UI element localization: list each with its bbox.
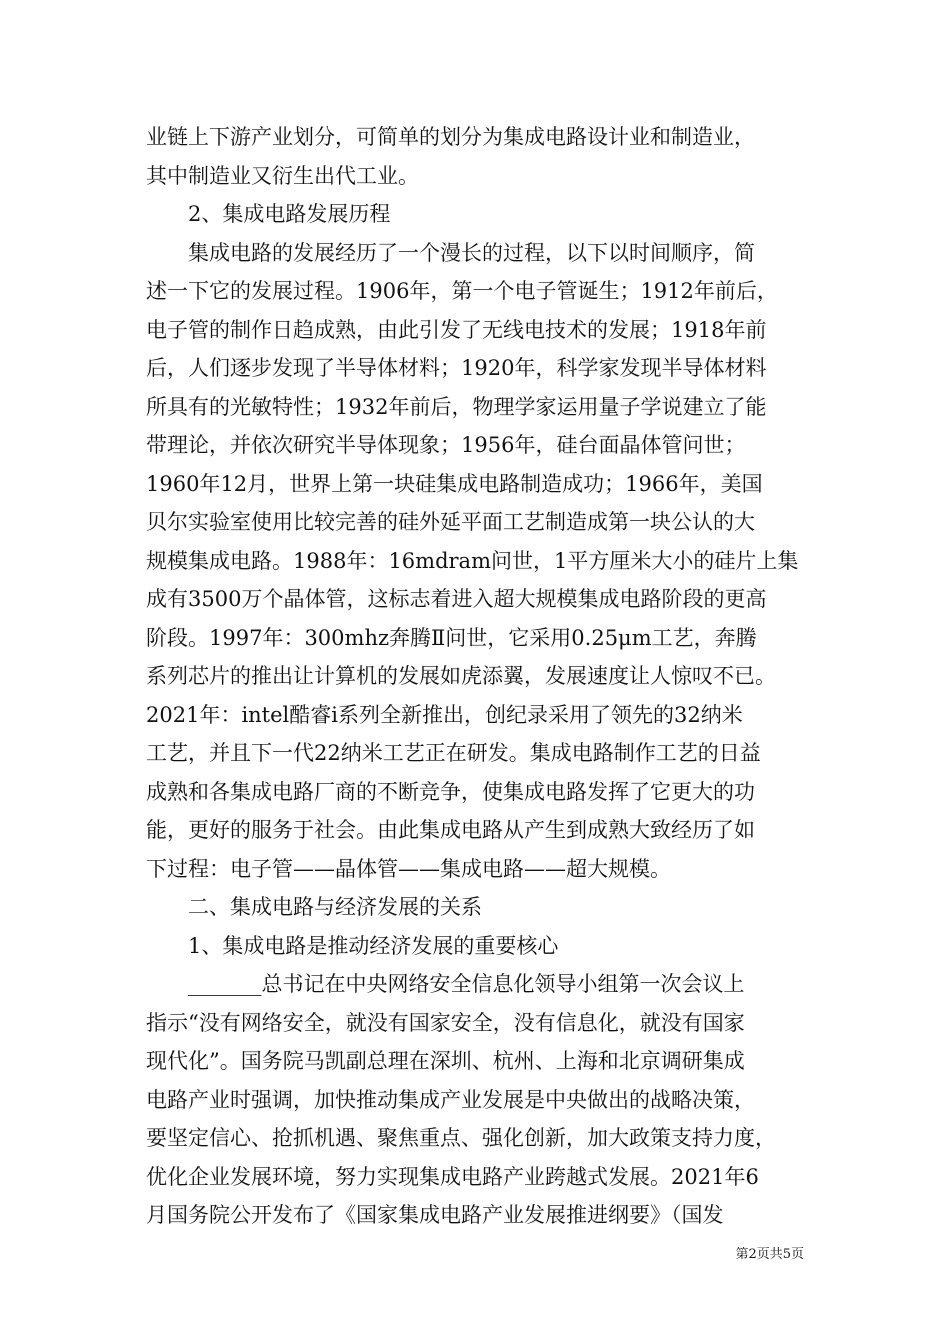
text-line: 成熟和各集成电路厂商的不断竞争，使集成电路发挥了它更大的功: [146, 779, 755, 804]
text-line: 贝尔实验室使用比较完善的硅外延平面工艺制造成第一块公认的大: [146, 510, 755, 534]
text-line: 规模集成电路。1988年：16mdram问世，1平方厘米大小的硅片上集: [146, 548, 799, 573]
text-line: 现代化”。国务院马凯副总理在深圳、杭州、上海和北京调研集成: [146, 1049, 745, 1073]
document-body: [146, 118, 812, 1235]
text-line: 带理论，并依次研究半导体现象；1956年，硅台面晶体管问世；: [146, 433, 746, 457]
text-line: _______总书记在中央网络安全信息化领导小组第一次会议上: [146, 972, 745, 996]
text-line: 要坚定信心、抢抓机遇、聚焦重点、强化创新，加大政策支持力度，: [146, 1126, 776, 1150]
text-line: 其中制造业又衍生出代工业。: [146, 163, 419, 188]
subsection-heading: 1、集成电路是推动经济发展的重要核心: [146, 933, 559, 958]
text-line: 1960年12月，世界上第一块硅集成电路制造成功；1966年，美国: [146, 471, 763, 496]
text-line: 述一下它的发展过程。1906年，第一个电子管诞生；1912年前后，: [146, 279, 778, 303]
text-line: 2021年：intel酷睿i系列全新推出，创纪录采用了领先的32纳米: [146, 702, 743, 727]
text-line: 成有3500万个晶体管，这标志着进入超大规模集成电路阶段的更高: [146, 587, 767, 611]
text-line: 业链上下游产业划分，可简单的划分为集成电路设计业和制造业，: [146, 125, 755, 149]
text-line: 指示“没有网络安全，就没有国家安全，没有信息化，就没有国家: [146, 1010, 745, 1035]
text-line: 电子管的制作日趋成熟，由此引发了无线电技术的发展；1918年前: [146, 317, 767, 342]
text-line: 能，更好的服务于社会。由此集成电路从产生到成熟大致经历了如: [146, 818, 755, 842]
text-line: 集成电路的发展经历了一个漫长的过程，以下以时间顺序，简: [146, 240, 755, 265]
text-line: 所具有的光敏特性；1932年前后，物理学家运用量子学说建立了能: [146, 394, 767, 419]
section-heading: 二、集成电路与经济发展的关系: [146, 895, 482, 919]
text-line: 后，人们逐步发现了半导体材料；1920年，科学家发现半导体材料: [146, 356, 767, 380]
text-line: 优化企业发展环境，努力实现集成电路产业跨越式发展。2021年6: [146, 1164, 759, 1189]
text-line: 系列芯片的推出让计算机的发展如虎添翼，发展速度让人惊叹不已。: [146, 664, 776, 688]
text-line: 月国务院公开发布了《国家集成电路产业发展推进纲要》（国发: [146, 1203, 724, 1227]
text-line: 阶段。1997年：300mhz奔腾Ⅱ问世，它采用0.25μm工艺，奔腾: [146, 625, 757, 650]
page-number-footer: 第2页共5页: [735, 1247, 804, 1262]
text-line: 电路产业时强调，加快推动集成产业发展是中央做出的战略决策，: [146, 1087, 755, 1112]
text-line: 下过程：电子管——晶体管——集成电路——超大规模。: [146, 856, 671, 881]
text-line: 工艺，并且下一代22纳米工艺正在研发。集成电路制作工艺的日益: [146, 741, 761, 765]
section-heading: 2、集成电路发展历程: [146, 202, 391, 226]
